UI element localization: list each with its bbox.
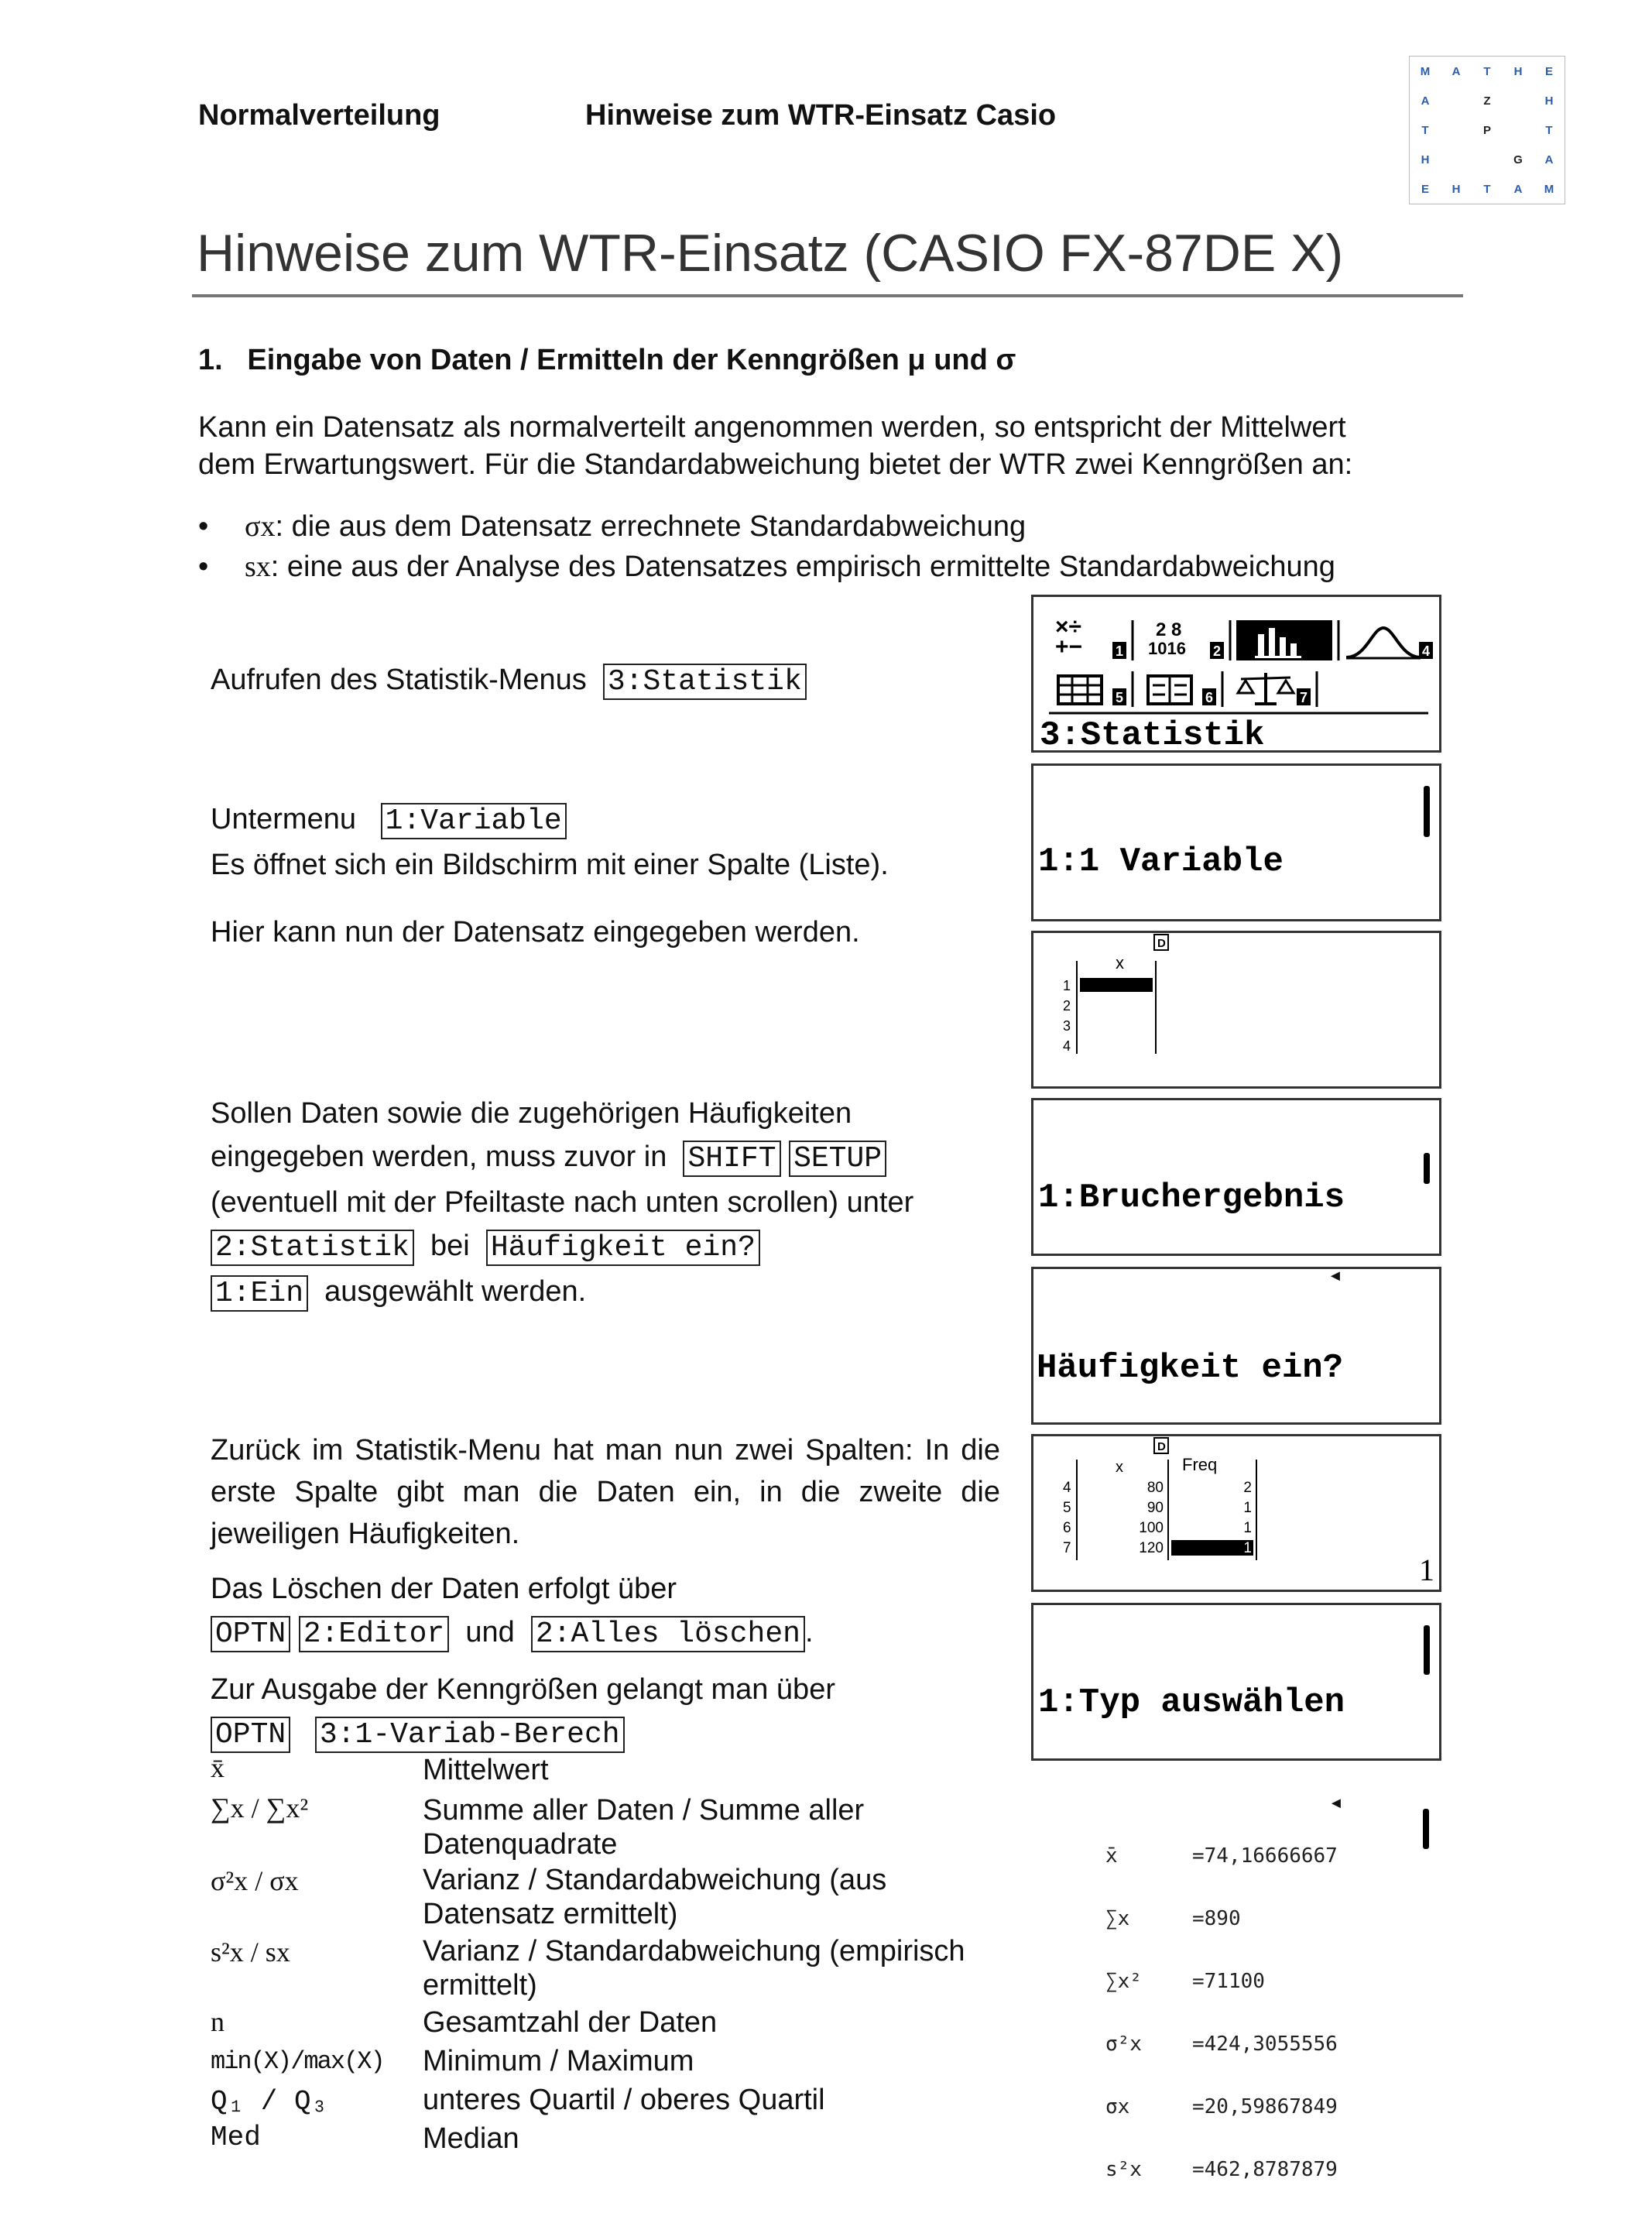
title-rule <box>192 294 1463 297</box>
key-optn: OPTN <box>211 1616 290 1652</box>
glossary-key: ∑x / ∑x² <box>211 1792 309 1823</box>
result-row: s²x =462,8787879 <box>1105 2158 1338 2181</box>
key-1-ein: 1:Ein <box>211 1275 308 1312</box>
column-header-x: x <box>1116 1459 1123 1476</box>
deg-marker: D <box>1157 1440 1166 1453</box>
key-3-statistik: 3:Statistik <box>603 664 807 700</box>
svg-text:×÷: ×÷ <box>1055 614 1081 640</box>
screen-setup-menu <box>1031 1098 1441 1256</box>
scrollbar <box>1424 1153 1430 1184</box>
section-heading: 1. Eingabe von Daten / Ermitteln der Kenngrößen μ und σ <box>198 344 1016 376</box>
column-header-freq: Freq <box>1182 1455 1218 1474</box>
step-frequency: Sollen Daten sowie die zugehörigen Häufigkeiten eingegeben werden, muss zuvor in SHIFT SETUP (eventuell mit der Pfeiltaste nach unten scrollen) unter 2:Statistik bei Häufigkeit ein? 1:Ein ausgewählt werden. <box>211 1097 914 1310</box>
base-n-icon <box>1148 619 1230 660</box>
key-1-variab-berech: 3:1-Variab-Berech <box>315 1717 625 1753</box>
svg-text:80: 80 <box>1146 1480 1164 1496</box>
key-shift: SHIFT <box>683 1141 780 1177</box>
glossary-value: Median <box>423 2122 519 2155</box>
glossary-value: Minimum / Maximum <box>423 2045 694 2077</box>
glossary-value: Varianz / Standardabweichung (empirisch ermittelt) <box>423 1935 965 2002</box>
screen-list-editor <box>1031 931 1441 1089</box>
svg-text:1016: 1016 <box>1148 639 1186 658</box>
screen-main-menu <box>1031 595 1441 753</box>
glossary-key: s²x / sx <box>211 1937 290 1967</box>
step-output: Zur Ausgabe der Kenngrößen gelangt man über OPTN 3:1-Variab-Berech <box>211 1673 835 1751</box>
key-2-editor: 2:Editor <box>299 1616 449 1652</box>
table-icon <box>1148 671 1222 707</box>
glossary-value: Summe aller Daten / Summe aller Datenquadrate <box>423 1794 865 1861</box>
intro-paragraph: Kann ein Datensatz als normalverteilt angenommen werden, so entspricht der Mittelwert dem Erwartungswert. Für die Standardabweichung bietet der WTR zwei Kenngrößen an: <box>198 411 1353 481</box>
svg-text:2: 2 <box>1063 998 1071 1014</box>
scrollbar <box>1424 1625 1430 1675</box>
svg-text:7: 7 <box>1300 690 1308 705</box>
svg-text:90: 90 <box>1146 1500 1164 1516</box>
glossary-value: Mittelwert <box>423 1754 549 1786</box>
glossary-key: min(X)/max(X) <box>211 2047 384 2076</box>
step-delete: Das Löschen der Daten erfolgt über OPTN 2:Editor und 2:Alles löschen . <box>211 1573 814 1651</box>
menu-line: Häufigkeit ein? <box>1037 1349 1344 1388</box>
scrollbar <box>1423 1809 1429 1849</box>
screen-frequency <box>1031 1267 1441 1425</box>
glossary-value: unteres Quartil / oberes Quartil <box>423 2084 825 2116</box>
glossary-key: n <box>211 2006 224 2037</box>
key-alles-loeschen: 2:Alles löschen <box>531 1616 805 1652</box>
svg-text:6: 6 <box>1063 1520 1071 1536</box>
deg-marker: D <box>1157 937 1166 950</box>
scroll-left-arrow: ◄ <box>1328 1795 1344 1812</box>
key-haeufigkeit: Häufigkeit ein? <box>486 1230 760 1266</box>
svg-text:5: 5 <box>1116 690 1124 705</box>
calc-icon <box>1055 614 1133 660</box>
glossary-value: Gesamtzahl der Daten <box>423 2006 718 2039</box>
svg-text:+−: +− <box>1055 634 1083 660</box>
bullet-item: • σx: die aus dem Datensatz errechnete Standardabweichung <box>198 510 1027 543</box>
svg-text:3: 3 <box>1320 644 1329 661</box>
menu-line: 1:Bruchergebnis <box>1038 1178 1345 1217</box>
glossary-key: x̄ <box>211 1752 224 1783</box>
step-stat-menu: Aufrufen des Statistik-Menus 3:Statistik <box>211 660 807 702</box>
header-left: Normalverteilung <box>198 99 440 132</box>
balance-icon <box>1238 671 1317 707</box>
key-optn-2: OPTN <box>211 1717 290 1753</box>
glossary-key: σ²x / σx <box>211 1865 299 1896</box>
svg-text:4: 4 <box>1063 1038 1071 1054</box>
svg-text:1: 1 <box>1243 1500 1252 1516</box>
screen-results <box>1105 1795 1415 2181</box>
screen-freq-table <box>1031 1434 1441 1592</box>
glossary-value: Varianz / Standardabweichung (aus Datensatz ermittelt) <box>423 1864 887 1930</box>
svg-text:100: 100 <box>1139 1520 1164 1536</box>
bullet-list <box>198 506 1335 587</box>
svg-text:1: 1 <box>1116 643 1124 659</box>
key-setup: SETUP <box>789 1141 886 1177</box>
glossary-key: Med <box>211 2122 261 2153</box>
svg-text:7: 7 <box>1063 1540 1071 1556</box>
cell-cursor <box>1080 978 1153 992</box>
svg-text:2: 2 <box>1243 1480 1252 1496</box>
screen-optn-menu <box>1031 1603 1441 1761</box>
svg-text:1: 1 <box>1063 978 1071 993</box>
result-row: x̄ =74,16666667 <box>1105 1844 1338 1868</box>
menu-icons <box>1033 597 1439 750</box>
svg-text:5: 5 <box>1063 1500 1071 1516</box>
cell-cursor <box>1171 1540 1253 1556</box>
step-two-columns: Zurück im Statistik-Menu hat man nun zwei Spalten: In die erste Spalte gibt man die Daten ein, in die zweite die jeweiligen Häufigkeiten. <box>211 1434 1000 1550</box>
input-value: 1 <box>1419 1552 1434 1587</box>
svg-text:4: 4 <box>1422 643 1431 659</box>
svg-text:6: 6 <box>1205 690 1214 705</box>
bullet-item: • sx: eine aus der Analyse des Datensatzes empirisch ermittelte Standardabweichung <box>198 551 1335 583</box>
result-row: σx =20,59867849 <box>1105 2095 1338 2118</box>
key-2-statistik: 2:Statistik <box>211 1230 414 1266</box>
key-1-variable: 1:Variable <box>381 803 567 839</box>
svg-text:120: 120 <box>1139 1540 1164 1556</box>
page-title: Hinweise zum WTR-Einsatz (CASIO FX-87DE X) <box>197 224 1344 283</box>
result-row: σ²x =424,3055556 <box>1105 2033 1338 2056</box>
menu-line: 1:Typ auswählen <box>1038 1683 1345 1722</box>
step-enter-data: Hier kann nun der Datensatz eingegeben werden. <box>211 916 860 949</box>
svg-text:4: 4 <box>1063 1480 1071 1496</box>
scrollbar <box>1424 786 1430 837</box>
menu-caption: 3:Statistik <box>1040 716 1265 750</box>
svg-text:1: 1 <box>1243 1520 1252 1536</box>
statistics-icon <box>1236 620 1338 661</box>
screen-variable-menu <box>1031 763 1441 921</box>
result-row: ∑x =890 <box>1105 1907 1241 1930</box>
glossary-key: Q₁ / Q₃ <box>211 2086 328 2118</box>
scroll-left-arrow: ◄ <box>1328 1268 1343 1285</box>
distribution-icon <box>1346 628 1433 659</box>
svg-text:3: 3 <box>1063 1018 1071 1034</box>
header-center: Hinweise zum WTR-Einsatz Casio <box>585 99 1057 132</box>
result-row: ∑x² =71100 <box>1105 1970 1265 1993</box>
mathe-logo: M A T H E A Z H T P T H G A E H T A M <box>1409 56 1565 204</box>
svg-text:1: 1 <box>1243 1540 1252 1556</box>
column-header: x <box>1116 953 1124 973</box>
svg-text:2: 2 <box>1213 643 1222 659</box>
svg-text:2 8: 2 8 <box>1156 619 1182 640</box>
menu-line: 1:1 Variable <box>1038 842 1284 881</box>
spreadsheet-icon <box>1058 671 1133 707</box>
step-submenu: Untermenu 1:Variable Es öffnet sich ein Bildschirm mit einer Spalte (Liste). <box>211 803 889 881</box>
